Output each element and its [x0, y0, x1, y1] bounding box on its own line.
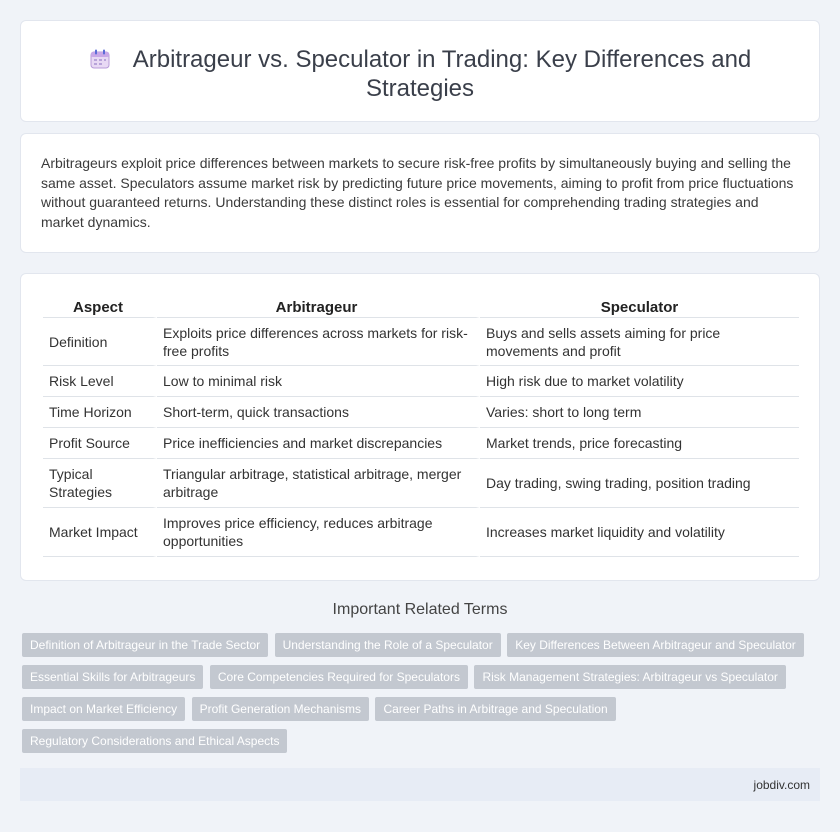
cell-speculator: High risk due to market volatility — [480, 366, 799, 397]
cell-arbitrageur: Low to minimal risk — [157, 366, 480, 397]
page-title — [61, 45, 779, 103]
cell-aspect: Risk Level — [43, 366, 157, 397]
related-tag[interactable]: Core Competencies Required for Speculators — [210, 665, 468, 689]
related-tag[interactable]: Profit Generation Mechanisms — [192, 697, 369, 721]
related-tag[interactable]: Essential Skills for Arbitrageurs — [22, 665, 203, 689]
cell-aspect: Definition — [43, 318, 157, 366]
cell-arbitrageur: Short-term, quick transactions — [157, 397, 480, 428]
intro-card — [20, 133, 820, 253]
cell-arbitrageur: Improves price efficiency, reduces arbitrage opportunities — [157, 508, 480, 557]
footer-site-link[interactable]: jobdiv.com — [753, 778, 810, 792]
table-card — [20, 273, 820, 581]
cell-aspect: Market Impact — [43, 508, 157, 557]
footer — [20, 768, 820, 801]
related-tag[interactable]: Career Paths in Arbitrage and Speculation — [375, 697, 615, 721]
related-tag[interactable]: Understanding the Role of a Speculator — [275, 633, 501, 657]
related-tag[interactable]: Key Differences Between Arbitrageur and Speculator — [507, 633, 804, 657]
cell-speculator: Market trends, price forecasting — [480, 428, 799, 459]
related-tag[interactable]: Risk Management Strategies: Arbitrageur vs Speculator — [474, 665, 785, 689]
related-terms-title: Important Related Terms — [332, 601, 508, 618]
page-title-text: Arbitrageur vs. Speculator in Trading: Key Differences and Strategies — [132, 46, 752, 102]
cell-speculator: Increases market liquidity and volatility — [480, 508, 799, 557]
header-arbitrageur: Arbitrageur — [157, 296, 480, 318]
header-speculator: Speculator — [480, 296, 799, 318]
cell-arbitrageur: Triangular arbitrage, statistical arbitrage, merger arbitrage — [157, 459, 480, 508]
cell-aspect: Typical Strategies — [43, 459, 157, 508]
related-tag[interactable]: Definition of Arbitrageur in the Trade Sector — [22, 633, 268, 657]
table-row — [43, 318, 799, 366]
cell-speculator: Buys and sells assets aiming for price movements and profit — [480, 318, 799, 366]
related-tag[interactable]: Impact on Market Efficiency — [22, 697, 185, 721]
intro-text: Arbitrageurs exploit price differences between markets to secure risk-free profits by simultaneously buying and selling the same asset. Speculators assume market risk by predicting future price movements, aiming to profit from price fluctuations without guaranteed returns. Understanding these distinct roles is essential for comprehending trading strategies and market dynamics. — [41, 155, 794, 230]
table-row — [43, 459, 799, 508]
cell-speculator: Day trading, swing trading, position trading — [480, 459, 799, 508]
table-row — [43, 428, 799, 459]
calendar-icon — [89, 48, 111, 70]
cell-aspect: Profit Source — [43, 428, 157, 459]
comparison-table — [43, 296, 799, 557]
header-card — [20, 20, 820, 122]
cell-arbitrageur: Exploits price differences across markets for risk-free profits — [157, 318, 480, 366]
title-wrap — [21, 45, 819, 103]
table-row — [43, 508, 799, 557]
related-tags — [22, 633, 812, 761]
table-row — [43, 397, 799, 428]
header-aspect: Aspect — [43, 296, 157, 318]
cell-arbitrageur: Price inefficiencies and market discrepancies — [157, 428, 480, 459]
related-tag[interactable]: Regulatory Considerations and Ethical Aspects — [22, 729, 287, 753]
table-row — [43, 366, 799, 397]
cell-aspect: Time Horizon — [43, 397, 157, 428]
cell-speculator: Varies: short to long term — [480, 397, 799, 428]
table-header-row — [43, 296, 799, 318]
